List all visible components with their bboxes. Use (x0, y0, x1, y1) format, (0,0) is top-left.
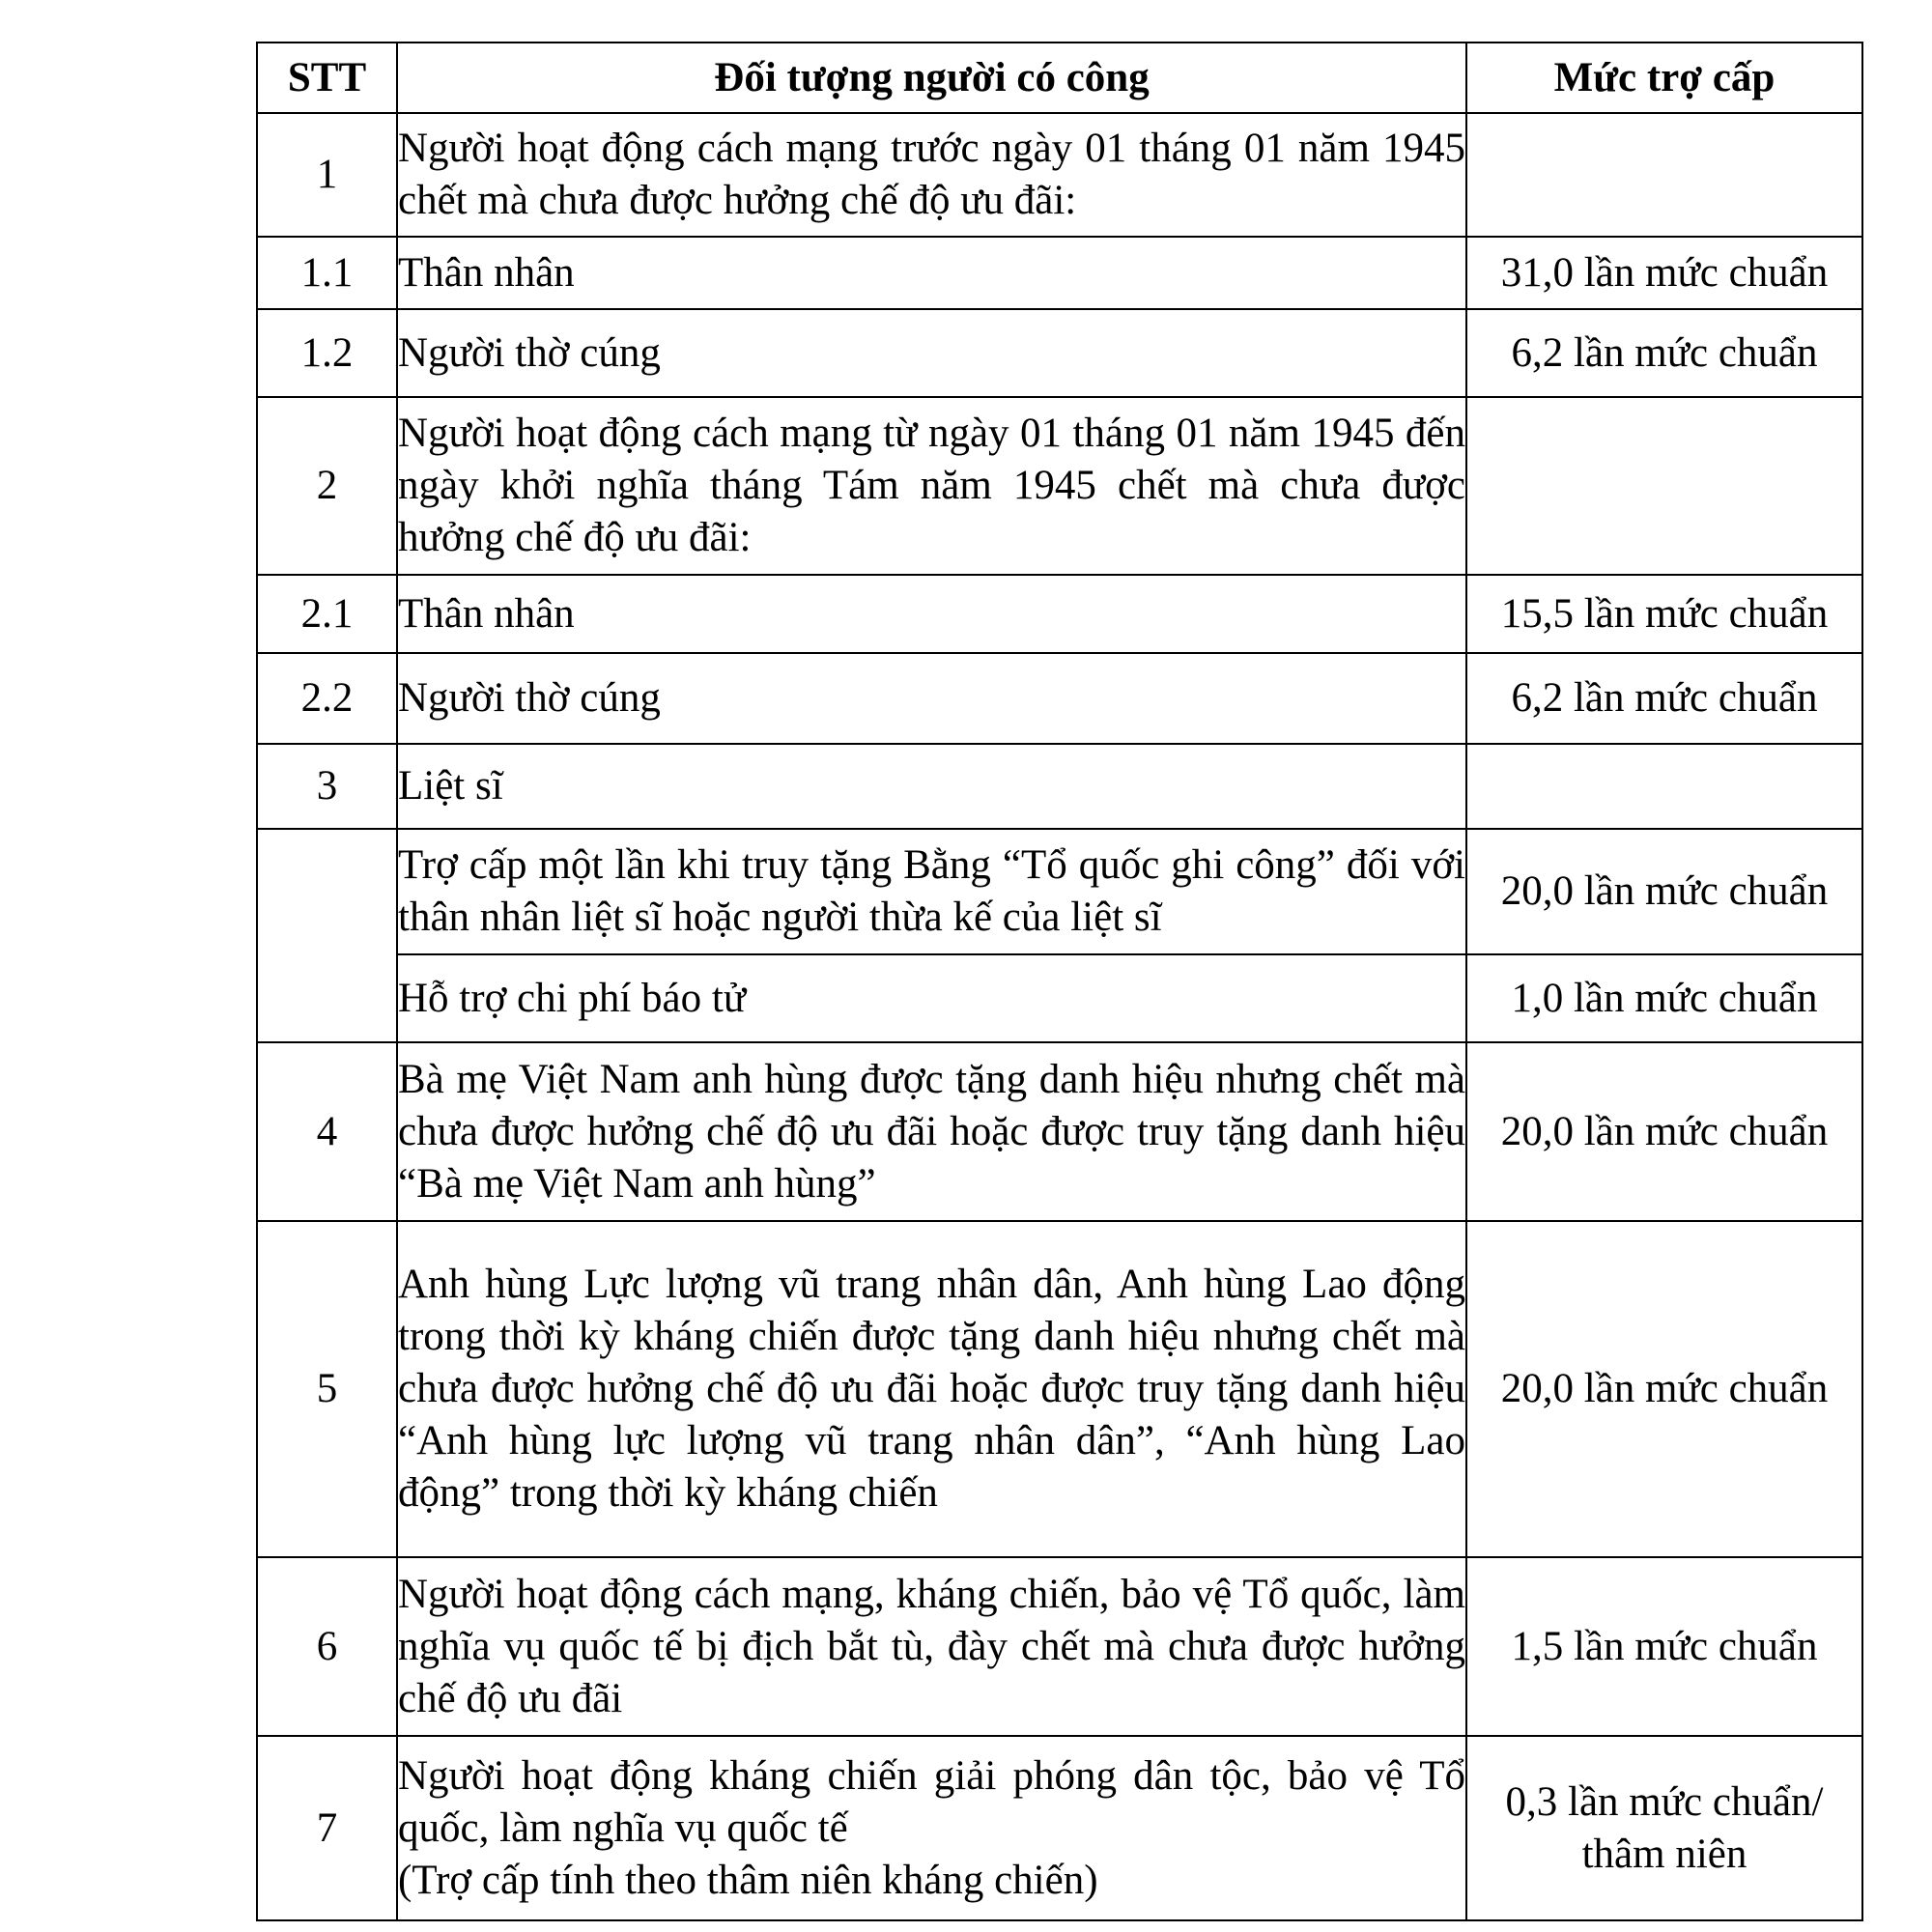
table-row (257, 237, 1862, 309)
row-level-cell (1466, 1736, 1862, 1920)
row-stt: 7 (257, 1736, 397, 1920)
row-level: 0,3 lần mức chuẩn/ (1505, 1778, 1824, 1825)
row-subject: Người thờ cúng (397, 309, 1466, 397)
row-level (1466, 397, 1862, 575)
row-stt: 6 (257, 1557, 397, 1736)
row-level: 20,0 lần mức chuẩn (1466, 1221, 1862, 1557)
table-row (257, 1221, 1862, 1557)
row-level (1466, 113, 1862, 237)
header-level: Mức trợ cấp (1466, 43, 1862, 113)
row-stt: 1.1 (257, 237, 397, 309)
row-subject-cell (397, 1736, 1466, 1920)
row-stt: 4 (257, 1042, 397, 1221)
row-level: 6,2 lần mức chuẩn (1466, 653, 1862, 744)
row-stt: 3 (257, 744, 397, 829)
row-stt: 5 (257, 1221, 397, 1557)
row-level: 31,0 lần mức chuẩn (1466, 237, 1862, 309)
benefit-table (256, 42, 1863, 1921)
row-stt: 2.1 (257, 575, 397, 653)
row-subject: Bà mẹ Việt Nam anh hùng được tặng danh hiệu nhưng chết mà chưa được hưởng chế độ ưu đãi hoặc được truy tặng danh hiệu “Bà mẹ Việt Nam anh hùng” (397, 1042, 1466, 1221)
row-subject: Hỗ trợ chi phí báo tử (397, 954, 1466, 1042)
table-row (257, 744, 1862, 829)
row-subject: Người hoạt động kháng chiến giải phóng dân tộc, bảo vệ Tổ quốc, làm nghĩa vụ quốc tế (398, 1752, 1465, 1851)
table-row (257, 1042, 1862, 1221)
row-subject: Người hoạt động cách mạng từ ngày 01 tháng 01 năm 1945 đến ngày khởi nghĩa tháng Tám năm 1945 chết mà chưa được hưởng chế độ ưu đãi: (397, 397, 1466, 575)
row-subject: Người thờ cúng (397, 653, 1466, 744)
row-level: 15,5 lần mức chuẩn (1466, 575, 1862, 653)
row-subject: Người hoạt động cách mạng trước ngày 01 tháng 01 năm 1945 chết mà chưa được hưởng chế độ ưu đãi: (397, 113, 1466, 237)
row-subject: Thân nhân (397, 575, 1466, 653)
table-row (257, 653, 1862, 744)
row-subject: Anh hùng Lực lượng vũ trang nhân dân, Anh hùng Lao động trong thời kỳ kháng chiến được tặng danh hiệu nhưng chết mà chưa được hưởng chế độ ưu đãi hoặc được truy tặng danh hiệu “Anh hùng lực lượng vũ trang nhân dân”, “Anh hùng Lao động” trong thời kỳ kháng chiến (397, 1221, 1466, 1557)
table-row (257, 575, 1862, 653)
header-subject: Đối tượng người có công (397, 43, 1466, 113)
row-level: 1,0 lần mức chuẩn (1466, 954, 1862, 1042)
header-stt: STT (257, 43, 397, 113)
row-stt: 2.2 (257, 653, 397, 744)
row-level: 6,2 lần mức chuẩn (1466, 309, 1862, 397)
row-subject: Người hoạt động cách mạng, kháng chiến, bảo vệ Tổ quốc, làm nghĩa vụ quốc tế bị địch bắt tù, đày chết mà chưa được hưởng chế độ ưu đãi (397, 1557, 1466, 1736)
table-header-row (257, 43, 1862, 113)
row-subject: Thân nhân (397, 237, 1466, 309)
row-level: 1,5 lần mức chuẩn (1466, 1557, 1862, 1736)
row-level: 20,0 lần mức chuẩn (1466, 829, 1862, 954)
row-subject-note: (Trợ cấp tính theo thâm niên kháng chiến) (398, 1857, 1098, 1903)
table-row (257, 1736, 1862, 1920)
row-subject: Trợ cấp một lần khi truy tặng Bằng “Tổ quốc ghi công” đối với thân nhân liệt sĩ hoặc người thừa kế của liệt sĩ (397, 829, 1466, 954)
table-row (257, 829, 1862, 954)
row-stt: 1.2 (257, 309, 397, 397)
row-stt: 1 (257, 113, 397, 237)
row-stt (257, 829, 397, 1042)
table-row (257, 113, 1862, 237)
row-level (1466, 744, 1862, 829)
table-row (257, 397, 1862, 575)
row-subject: Liệt sĩ (397, 744, 1466, 829)
table-row (257, 1557, 1862, 1736)
row-level: 20,0 lần mức chuẩn (1466, 1042, 1862, 1221)
row-stt: 2 (257, 397, 397, 575)
table-row (257, 309, 1862, 397)
row-level-line2: thâm niên (1581, 1831, 1747, 1877)
table-row (257, 954, 1862, 1042)
